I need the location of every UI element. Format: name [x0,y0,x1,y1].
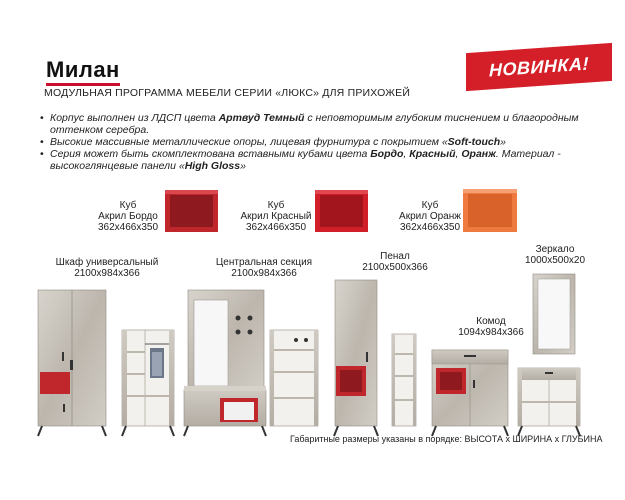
pencil-case-label: Пенал 2100x500x366 [362,251,428,273]
cube-label-bordo: Куб Акрил Бордо 362x466x350 [98,200,159,233]
cube-label-orange: Куб Акрил Оранж 362x466x350 [399,200,461,233]
wardrobe-label: Шкаф универсальный 2100x984x366 [55,257,159,279]
dresser-label: Комод 1094x984x366 [458,316,524,338]
page-title: Милан [46,58,120,86]
central-section-label: Центральная секция 2100x984x366 [215,257,313,279]
wardrobe [38,290,174,436]
cube-label-red: Куб Акрил Красный 362x466x350 [240,200,312,233]
cube-orange [463,189,517,232]
feature-item: • Корпус выполнен из ЛДСП цвета Артвуд Темный с неповторимым глубоким тиснением и благородным оттенком серебра. [40,112,600,136]
low-shelf-unit [518,368,580,436]
feature-item: • Высокие массивные металлические опоры, лицевая фурнитура с покрытием «Soft-touch» [40,136,600,148]
mirror [533,274,575,354]
pencil-case [334,280,416,436]
new-badge-label: НОВИНКА! [488,53,589,80]
dresser [432,350,508,436]
central-section [184,290,266,436]
cube-bordo [165,190,218,232]
page-subtitle: МОДУЛЬНАЯ ПРОГРАММА МЕБЕЛИ СЕРИИ «ЛЮКС» ДЛЯ ПРИХОЖЕЙ [44,87,411,99]
footnote: Габаритные размеры указаны в порядке: ВЫСОТА x ШИРИНА x ГЛУБИНА [290,434,603,444]
cube-red [315,190,368,232]
feature-item: • Серия может быть скомплектована вставными кубами цвета Бордо, Красный, Оранж. Материал - высокоглянцевые панели «High Gloss» [40,148,600,172]
mirror-label: Зеркало 1000x500x20 [524,244,586,266]
hall-shelf-unit [270,330,318,426]
